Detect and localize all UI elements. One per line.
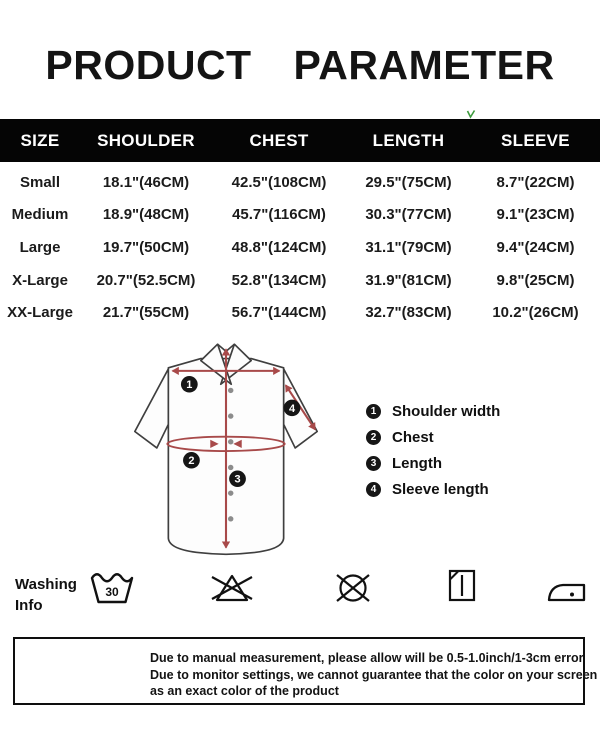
length-cell: 32.7"(83CM) [365, 304, 452, 322]
legend-label: Shoulder width [392, 403, 501, 420]
disclaimer-line-2: Due to monitor settings, we cannot guarantee that the color on your screen [150, 667, 598, 682]
chest-cell: 56.7"(144CM) [231, 304, 327, 322]
shoulder-cell: 18.1"(46CM) [102, 173, 190, 191]
size-table-header [0, 119, 600, 162]
chest-cell: 42.5"(108CM) [231, 173, 327, 191]
page-title: PRODUCT PARAMETER [45, 42, 555, 88]
svg-text:30: 30 [105, 585, 119, 599]
badge-4-number: 4 [288, 402, 296, 415]
legend-label: Chest [392, 429, 434, 446]
shoulder-cell: 20.7"(52.5CM) [96, 271, 196, 289]
shoulder-cell: 18.9"(48CM) [102, 206, 190, 224]
green-tick-artifact [466, 110, 476, 119]
legend-item-chest [366, 429, 500, 446]
legend-badge-2: 2 [366, 430, 381, 445]
badge-3-number: 3 [234, 473, 241, 486]
sleeve-cell: 8.7"(22CM) [496, 173, 575, 191]
shirt-measurement-diagram [95, 337, 357, 563]
col-header-length: LENGTH [372, 130, 445, 150]
col-header-sleeve: SLEEVE [501, 130, 570, 150]
table-row-xx-large [0, 296, 600, 329]
sleeve-cell: 9.4"(24CM) [496, 238, 575, 256]
sleeve-cell: 10.2"(26CM) [492, 304, 579, 322]
legend-label: Length [392, 455, 442, 472]
size-cell: Medium [11, 206, 69, 224]
disclaimer-line-3: as an exact color of the product [150, 684, 339, 698]
length-cell: 31.1"(79CM) [365, 238, 452, 256]
col-header-shoulder: SHOULDER [97, 130, 195, 150]
legend-badge-1: 1 [366, 404, 381, 419]
legend-item-sleeve [366, 481, 500, 498]
wash-30-icon [90, 569, 134, 606]
table-row-large [0, 231, 600, 264]
shirt-diagram-icon [95, 337, 357, 563]
legend-label: Sleeve length [392, 481, 489, 498]
legend-item-shoulder [366, 403, 500, 420]
col-header-size: SIZE [20, 130, 60, 150]
size-cell: XX-Large [7, 304, 73, 322]
legend-badge-4: 4 [366, 482, 381, 497]
badge-1-number: 1 [186, 379, 193, 392]
chest-cell: 48.8"(124CM) [231, 238, 327, 256]
length-cell: 30.3"(77CM) [365, 206, 452, 224]
table-row-small [0, 166, 600, 199]
sleeve-cell: 9.1"(23CM) [496, 206, 575, 224]
length-cell: 31.9"(81CM) [365, 271, 452, 289]
size-cell: X-Large [12, 271, 68, 289]
chest-cell: 52.8"(134CM) [231, 271, 327, 289]
drip-dry-icon [447, 568, 477, 603]
table-row-x-large [0, 264, 600, 297]
sleeve-cell: 9.8"(25CM) [496, 271, 575, 289]
legend-item-length [366, 455, 500, 472]
left-sleeve-outline [135, 369, 169, 448]
shoulder-cell: 19.7"(50CM) [102, 238, 190, 256]
measurement-legend [366, 403, 500, 498]
length-cell: 29.5"(75CM) [365, 173, 452, 191]
iron-low-icon [546, 573, 588, 604]
disclaimer-box [13, 637, 598, 705]
badge-2-number: 2 [188, 455, 195, 468]
table-row-medium [0, 199, 600, 232]
disclaimer-line-1: Due to manual measurement, please allow will be 0.5-1.0inch/1-3cm error [150, 651, 584, 665]
col-header-chest: CHEST [249, 130, 309, 150]
washing-info-label: Washing Info [15, 576, 77, 614]
do-not-bleach-icon [210, 572, 254, 604]
do-not-dry-clean-icon [332, 571, 374, 605]
legend-badge-3: 3 [366, 456, 381, 471]
size-cell: Small [19, 173, 61, 191]
shoulder-cell: 21.7"(55CM) [102, 304, 190, 322]
size-cell: Large [19, 238, 61, 256]
chest-cell: 45.7"(116CM) [232, 206, 326, 224]
size-table-body [0, 166, 600, 329]
